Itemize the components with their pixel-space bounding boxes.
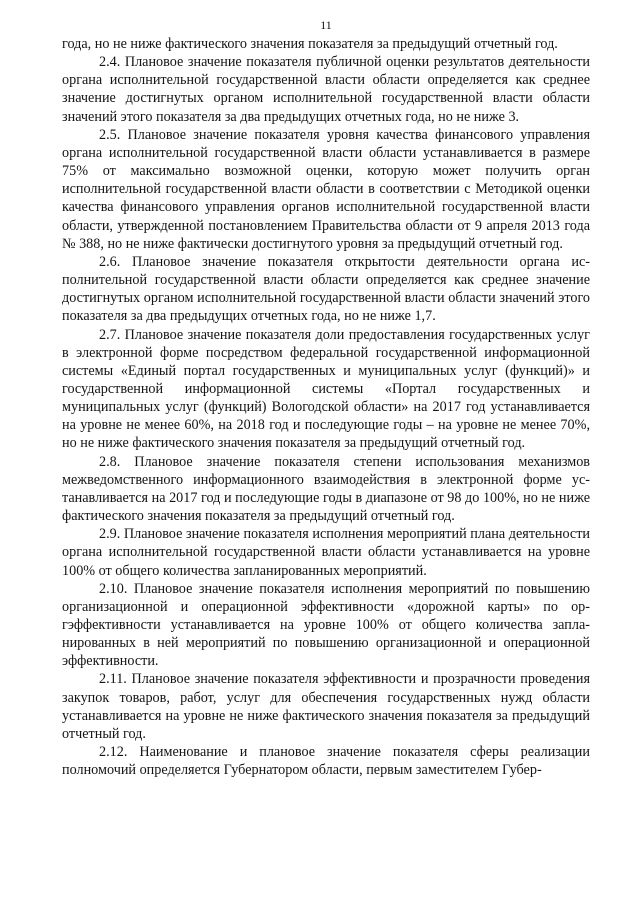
paragraph-2-10: 2.10. Плановое значение показателя исполнения мероприятий по повышению организационной и операционной эффективности «дорожной карты» по оргэффективности устанавливается на уровне 100% от общего количества запланированных в ней мероприятий по повышению организационной и операционной эффективности. <box>62 580 590 670</box>
paragraph-2-6: 2.6. Плановое значение показателя открытости деятельности органа исполнительной государственной власти области определяется как среднее значение достигнутых органом исполнительной государственной власти области значений этого показателя за два предыдущих отчетных года, но не ниже 1,7. <box>62 253 590 325</box>
document-body <box>62 35 590 779</box>
paragraph-2-5: 2.5. Плановое значение показателя уровня качества финансового управления органа исполнительной государственной власти области устанавливается в размере 75% от максимально возможной оценки, которую может получить орган исполнительной государственной власти области в соответствии с Методикой оценки качества финансового управления органов исполнительной государственной власти области, утвержденной постановлением Правительства области от 9 апреля 2013 года № 388, но не ниже фактически достигнутого уровня за предыдущий отчетный год. <box>62 126 590 252</box>
paragraph-2-11: 2.11. Плановое значение показателя эффективности и прозрачности проведения закупок товаров, работ, услуг для обеспечения государственных нужд области устанавливается на уровне не ниже фактического значения показателя за предыдущий отчетный год. <box>62 671 590 742</box>
paragraph-2-9: 2.9. Плановое значение показателя исполнения мероприятий плана деятельности органа исполнительной государственной власти области устанавливается на уровне 100% от общего количества запланированных мероприятий. <box>62 526 590 579</box>
paragraph-2-7: 2.7. Плановое значение показателя доли предоставления государственных услуг в электронной форме посредством федеральной государственной информационной системы «Единый портал государственных и муниципальных услуг (функций)» и государственной информационной системы «Портал государственных и муниципальных услуг (функций) Вологодской области» на 2017 год устанавливается на уровне не менее 60%, на 2018 год и последующие годы – на уровне не менее 70%, но не ниже фактического значения показателя за предыдущий отчетный год. <box>62 326 590 452</box>
paragraph-2-8: 2.8. Плановое значение показателя степени использования механизмов межведомственного информационного взаимодействия в электронной форме устанавливается на 2017 год и последующие годы в диапазоне от 98 до 100%, но не ниже фактического значения показателя за предыдущий отчетный год. <box>62 453 590 525</box>
paragraph-2-12: 2.12. Наименование и плановое значение показателя сферы реализации полномочий определяется Губернатором области, первым заместителем Губер- <box>62 744 590 779</box>
paragraph-2-4: 2.4. Плановое значение показателя публичной оценки результатов деятельности органа исполнительной государственной власти области определяется как среднее значение достигнутых органом исполнительной государственной власти области значений этого показателя за два предыдущих отчетных года, но не ниже 3. <box>62 54 590 125</box>
document-page <box>62 0 590 905</box>
page-number: 11 <box>320 18 332 32</box>
paragraph-continuation: года, но не ниже фактического значения показателя за предыдущий отчетный год. <box>62 36 558 52</box>
